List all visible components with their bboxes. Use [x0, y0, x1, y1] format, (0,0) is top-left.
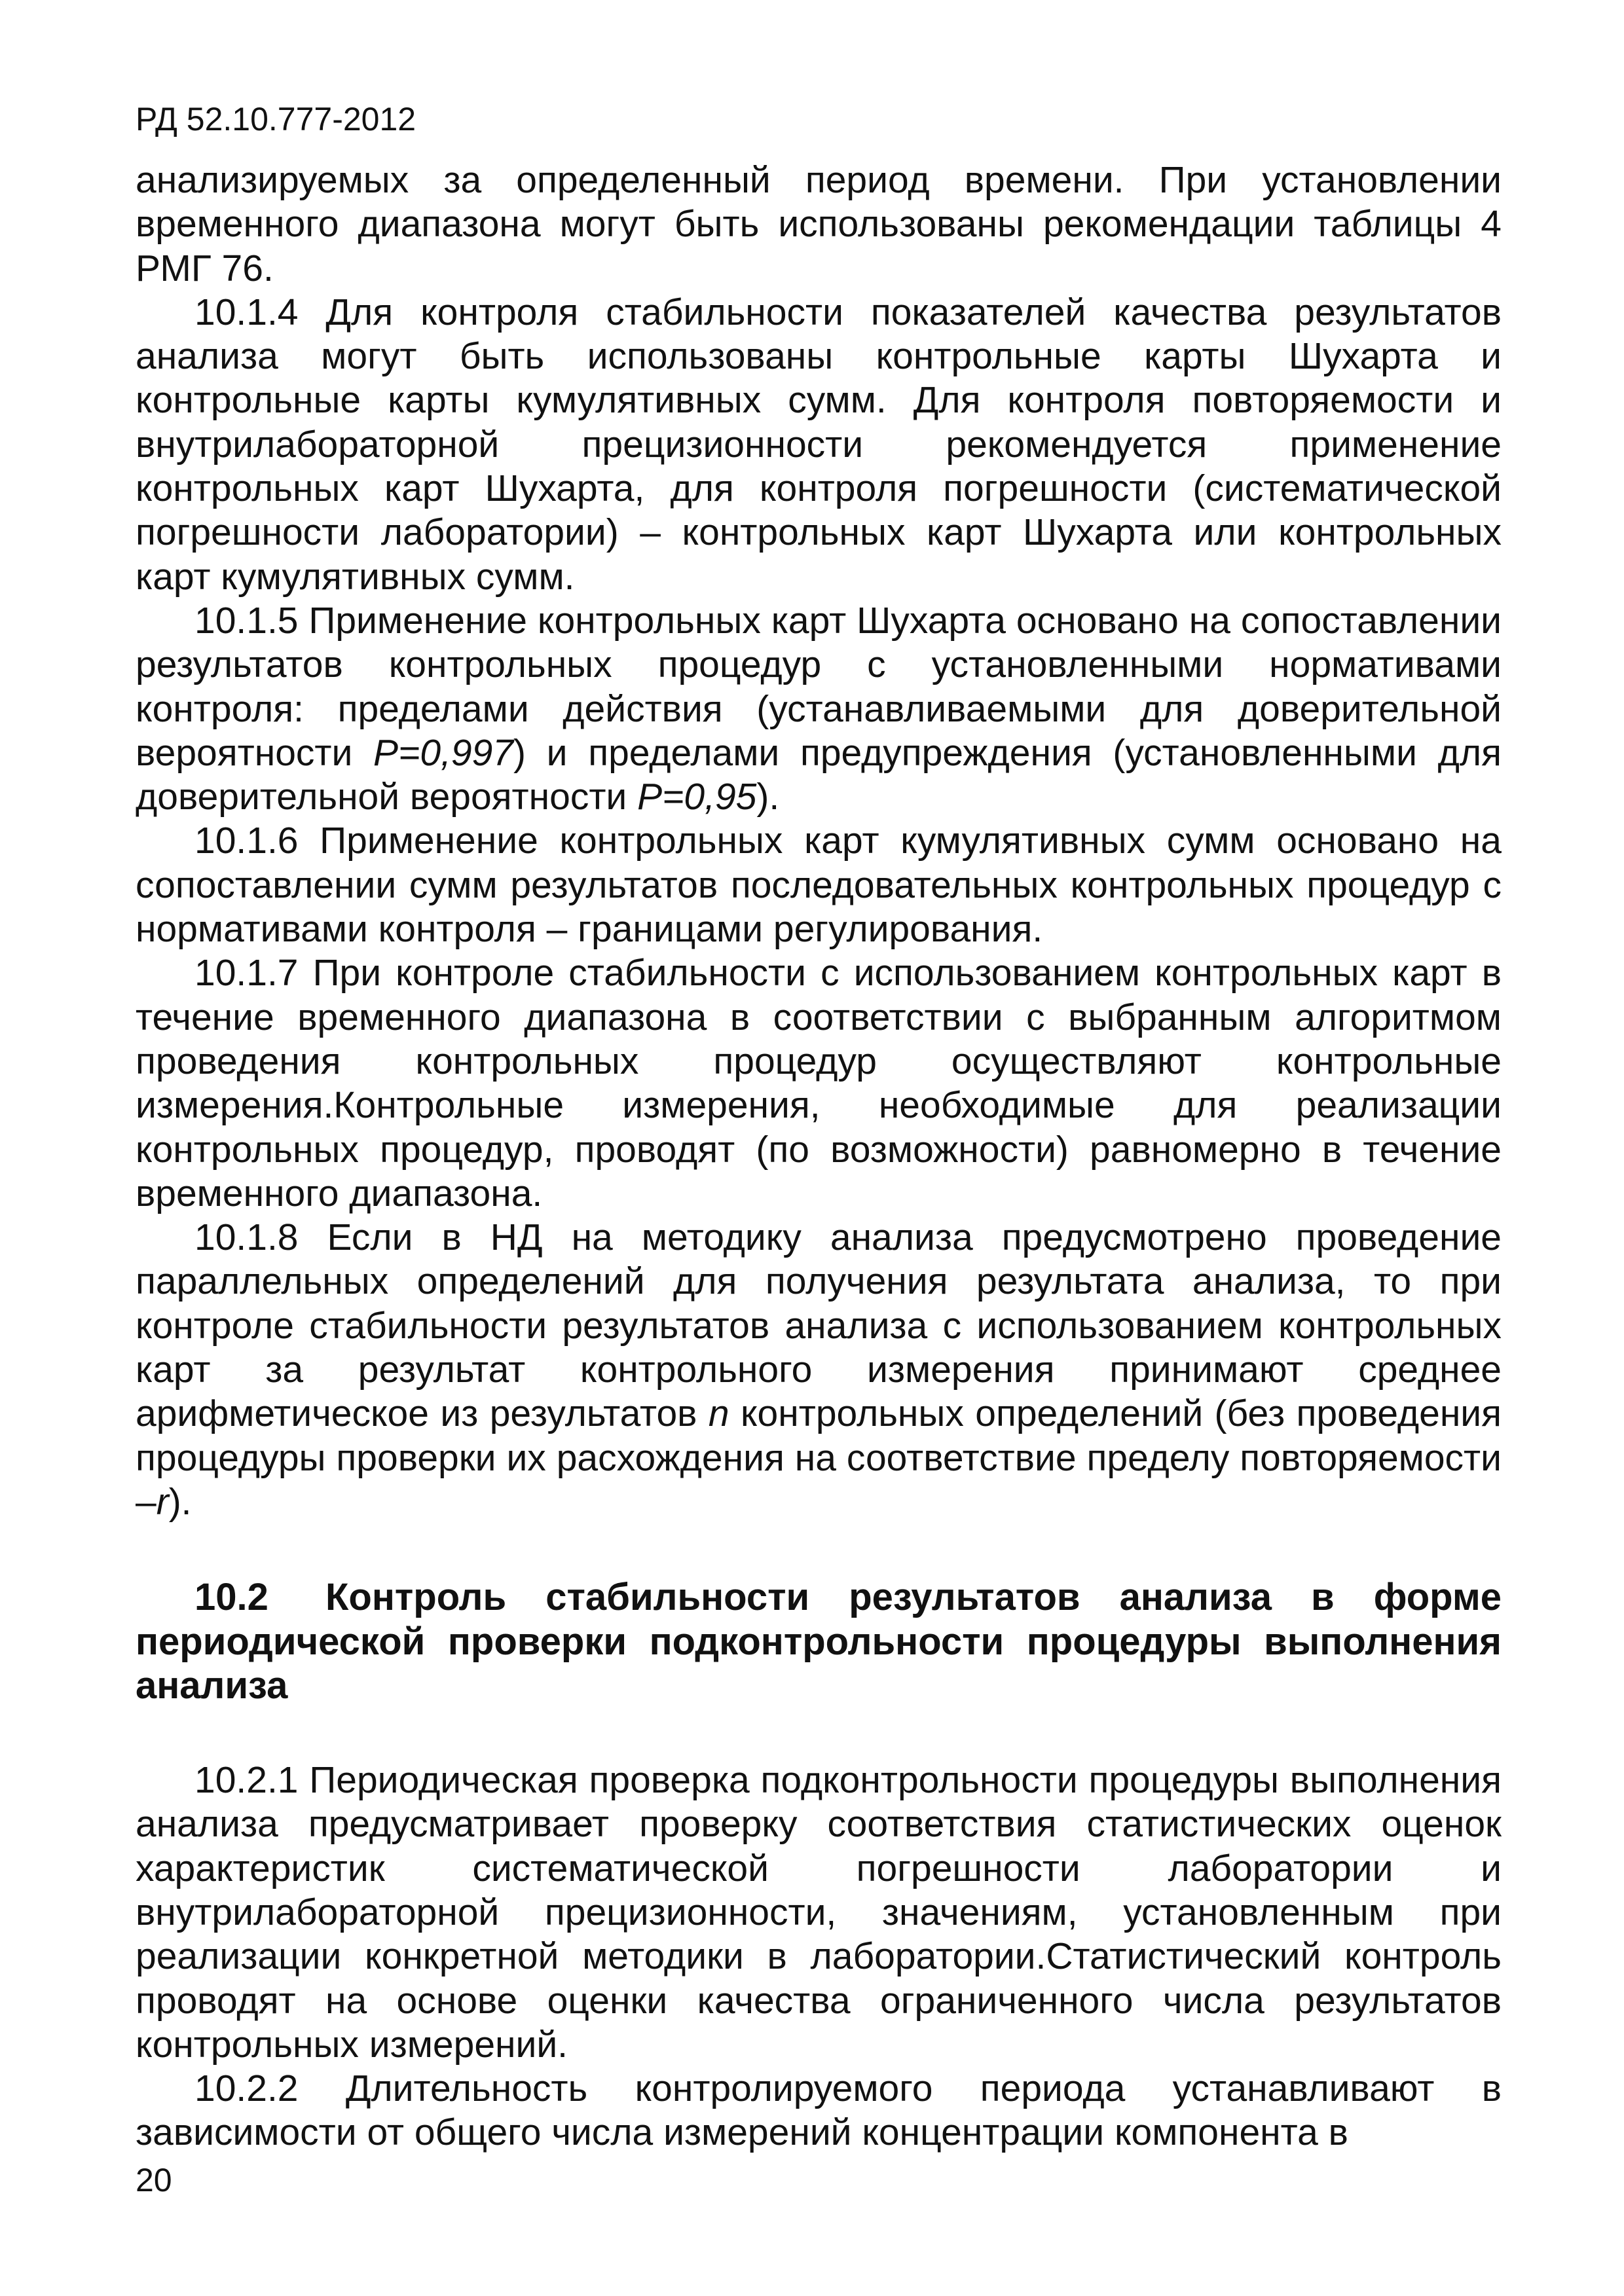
- paragraph-10-1-5-text-b: ) и пределами предупреждения (установленными для доверительной вероятности: [136, 731, 1502, 818]
- paragraph-10-2-1: 10.2.1 Периодическая проверка подконтрольности процедуры выполнения анализа предусматривает проверку соответствия статистических оценок характеристик систематической погрешности лаборатории и внутрилабораторной прецизионности, значениям, установленным при реализации конкретной методики в лаборатории.Статистический контроль проводят на основе оценки качества ограниченного числа результатов контрольных измерений.: [136, 1759, 1502, 2066]
- paragraph-10-2-2: 10.2.2 Длительность контролируемого периода устанавливают в зависимости от общего числа измерений концентрации компонента в: [136, 2068, 1502, 2154]
- paragraph-10-1-6: 10.1.6 Применение контрольных карт кумулятивных сумм основано на сопоставлении сумм результатов последовательных контрольных процедур с нормативами контроля – границами регулирования.: [136, 820, 1502, 951]
- paragraph-10-1-7: 10.1.7 При контроле стабильности с использованием контрольных карт в течение временного диапазона в соответствии с выбранным алгоритмом проведения контрольных процедур осуществляют контрольные измерения.Контрольные измерения, необходимые для реализации контрольных процедур, проводят (по возможности) равномерно в течение временного диапазона.: [136, 952, 1502, 1214]
- probability-value-2: Р=0,95: [637, 776, 757, 818]
- document-body: [136, 158, 1502, 2155]
- paragraph-10-1-5: [136, 599, 1502, 819]
- variable-r: r: [156, 1480, 169, 1523]
- document-header-id: РД 52.10.777-2012: [136, 101, 416, 137]
- paragraph-10-1-8-text-c: ).: [168, 1480, 192, 1523]
- section-title: Контроль стабильности результатов анализа в форме периодической проверки подконтрольности процедуры выполнения анализа: [136, 1576, 1502, 1707]
- paragraph-10-1-5-text-c: ).: [756, 776, 780, 818]
- section-heading-10-2: [136, 1575, 1502, 1707]
- paragraph-10-1-8: [136, 1216, 1502, 1524]
- section-number: 10.2: [194, 1576, 268, 1619]
- probability-value-1: Р=0,997: [373, 731, 513, 774]
- page-number: 20: [136, 2162, 172, 2198]
- paragraph-10-1-4: 10.1.4 Для контроля стабильности показателей качества результатов анализа могут быть использованы контрольные карты Шухарта и контрольные карты кумулятивных сумм. Для контроля повторяемости и внутрилабораторной прецизионности рекомендуется применение контрольных карт Шухарта, для контроля погрешности (систематической погрешности лаборатории) – контрольных карт Шухарта или контрольных карт кумулятивных сумм.: [136, 291, 1502, 598]
- paragraph-10-1-8-text-b: контрольных определений (без проведения процедуры проверки их расхождения на соответствие пределу повторяемости –: [136, 1393, 1502, 1523]
- paragraph-continuation: анализируемых за определенный период времени. При установлении временного диапазона могут быть использованы рекомендации таблицы 4 РМГ 76.: [136, 159, 1502, 289]
- variable-n: n: [708, 1393, 729, 1435]
- paragraph-10-1-8-text-a: 10.1.8 Если в НД на методику анализа предусмотрено проведение параллельных определений для получения результата анализа, то при контроле стабильности результатов анализа с использованием контрольных карт за результат контрольного измерения принимают среднее арифметическое из результатов: [136, 1216, 1502, 1435]
- paragraph-10-1-5-text-a: 10.1.5 Применение контрольных карт Шухарта основано на сопоставлении результатов контрольных процедур с установленными нормативами контроля: пределами действия (устанавливаемыми для доверительной вероятности: [136, 599, 1502, 774]
